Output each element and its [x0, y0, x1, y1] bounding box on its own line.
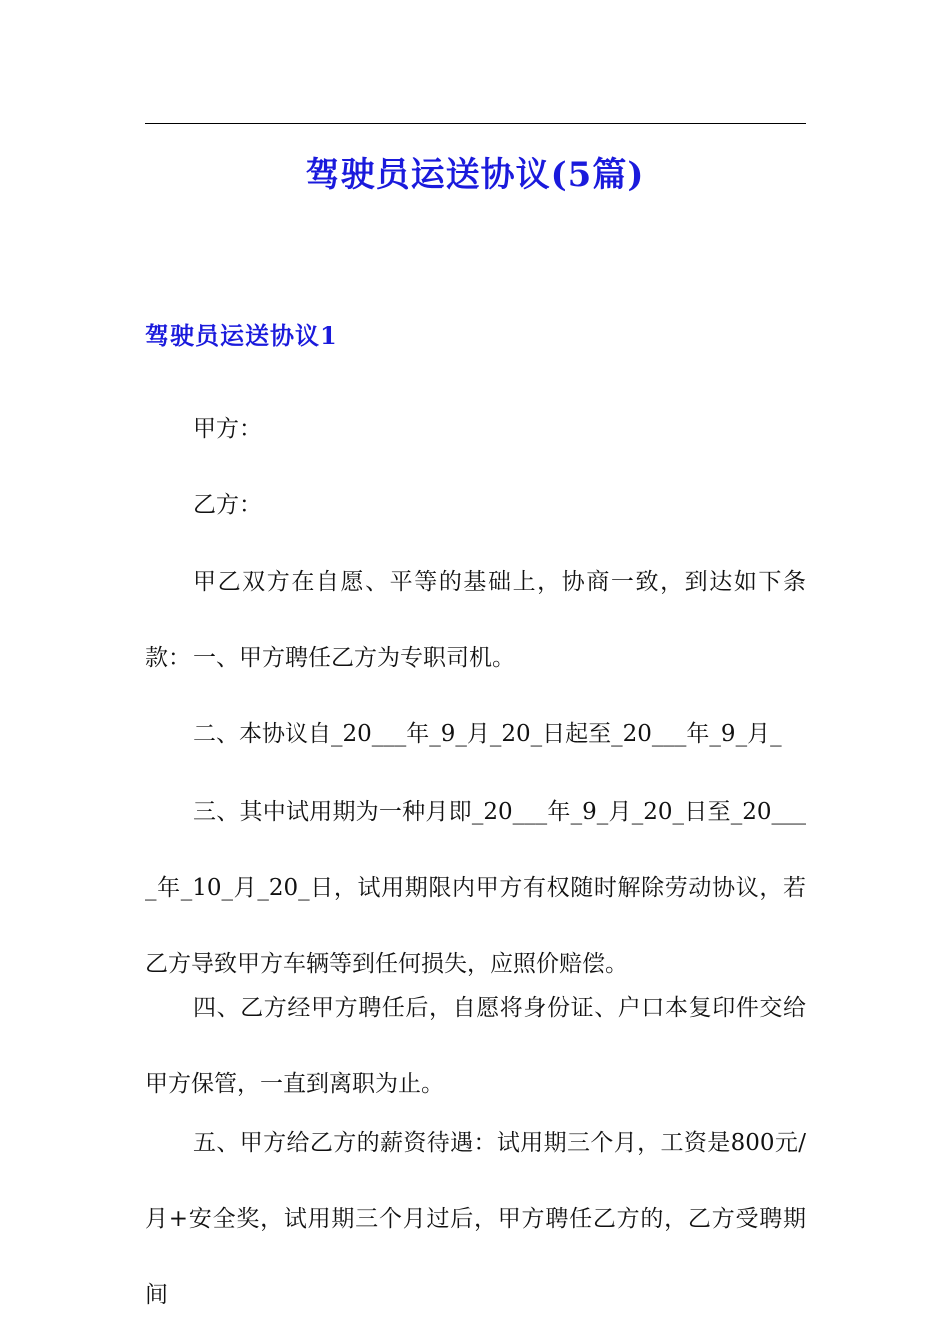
paragraph-clause-4: 四、乙方经甲方聘任后，自愿将身份证、户口本复印件交给甲方保管，一直到离职为止。: [145, 995, 806, 1097]
header-rule: [145, 123, 806, 124]
paragraph-party-b: 乙方：: [193, 492, 262, 518]
section-title: 驾驶员运送协议1: [145, 321, 338, 350]
paragraph-clause-3: 三、其中试用期为一种月即_20___年_9_月_20_日至_20____年_10_月_20_日，试用期限内甲方有权随时解除劳动协议，若乙方导致甲方车辆等到任何损失，应照价赔偿。: [145, 799, 806, 977]
paragraph-clause-2: 二、本协议自_20___年_9_月_20_日起至_20___年_9_月_: [193, 721, 782, 747]
paragraph-intro: 甲乙双方在自愿、平等的基础上，协商一致，到达如下条款：: [145, 569, 806, 671]
paragraph-party-a: 甲方：: [193, 416, 262, 442]
document-title: 驾驶员运送协议(5篇): [305, 155, 645, 195]
paragraph-clause-1: 一、甲方聘任乙方为专职司机。: [193, 645, 515, 671]
paragraph-clause-5: 五、甲方给乙方的薪资待遇：试用期三个月，工资是800元/月+安全奖，试用期三个月过后，甲方聘任乙方的，乙方受聘期间: [145, 1130, 806, 1308]
